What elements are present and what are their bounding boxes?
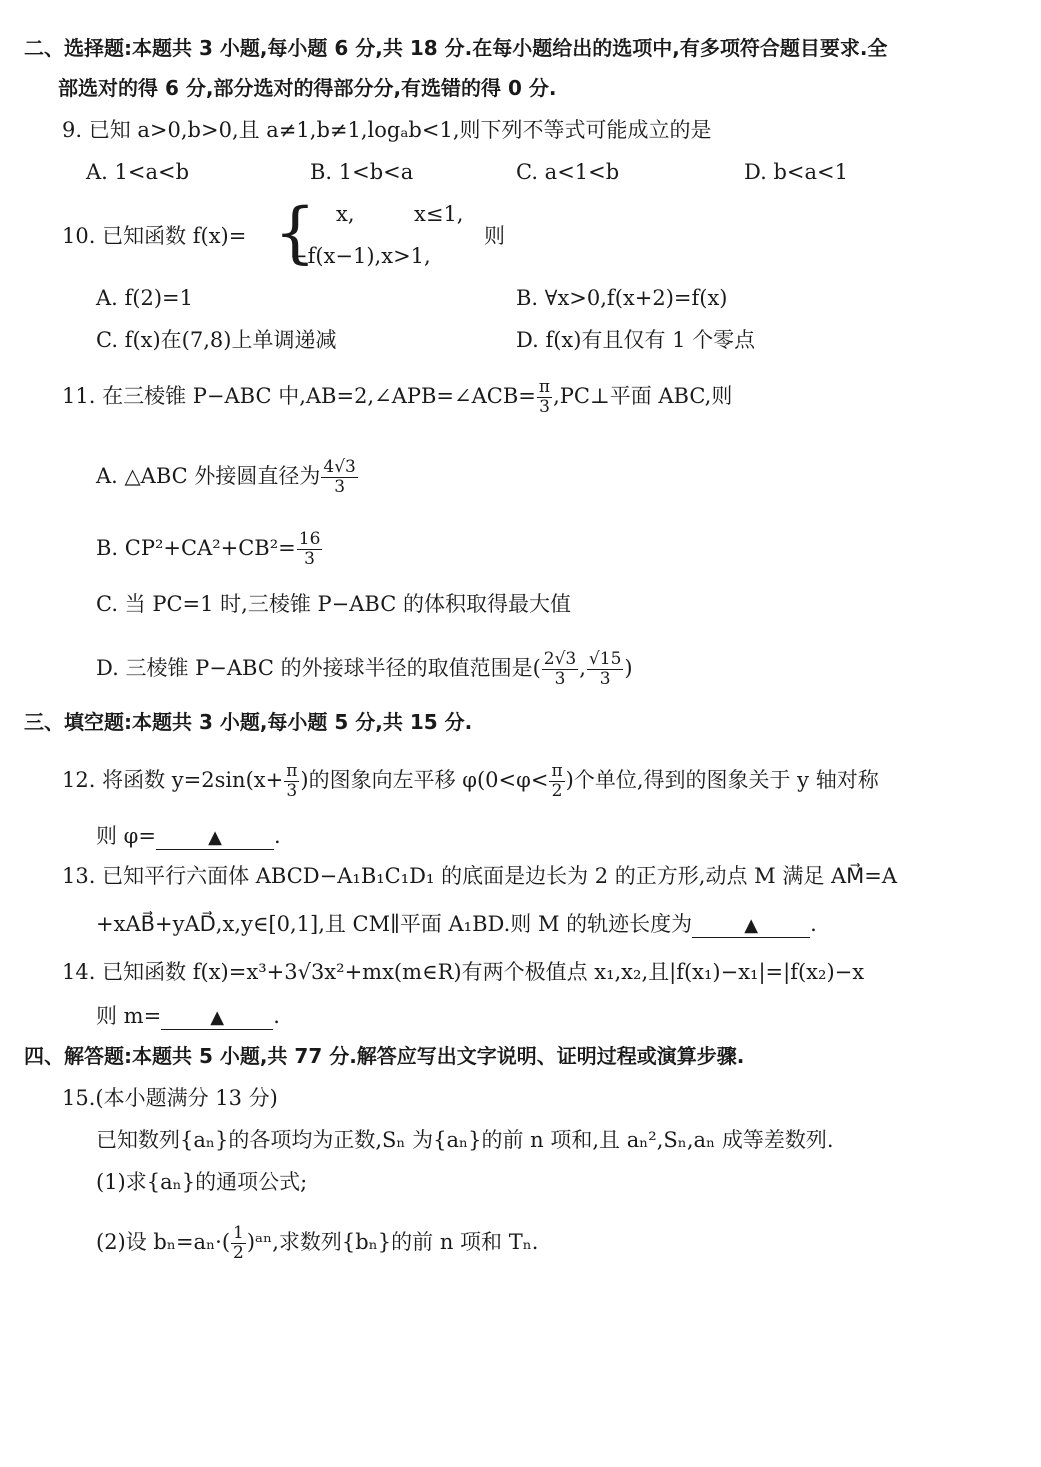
q12-part-3: )个单位,得到的图象关于 y 轴对称 — [565, 768, 879, 792]
q11-option-d-num-1: 2√3 — [543, 649, 577, 669]
q12-answer-marker: ▲ — [208, 827, 222, 848]
q15-part-2-num: 1 — [233, 1223, 244, 1243]
q9-option-a: A. 1<a<b — [86, 160, 190, 184]
q12-answer-blank[interactable] — [156, 827, 274, 850]
q11-option-a-den: 3 — [334, 477, 346, 497]
q13-answer-blank[interactable] — [692, 915, 810, 938]
q14-answer-label: 则 m= — [96, 1004, 162, 1028]
q10-option-a: A. f(2)=1 — [96, 286, 193, 310]
q12-part-1: 12. 将函数 y=2sin(x+ — [62, 768, 284, 792]
q15-part-1: (1)求{aₙ}的通项公式; — [96, 1170, 308, 1194]
q11-option-d-fraction-2 — [587, 650, 623, 689]
q12-fraction-1-num: π — [286, 761, 298, 781]
q12-fraction-1 — [284, 762, 299, 801]
q13-period: . — [810, 912, 817, 936]
q9-option-d: D. b<a<1 — [744, 160, 848, 184]
section-2-heading-line-2: 部选对的得 6 分,部分选对的得部分分,有选错的得 0 分. — [58, 76, 557, 100]
q11-angle-den: 3 — [539, 397, 550, 417]
q10-case-2: −f(x−1),x>1, — [290, 244, 431, 268]
q15-part-2-fraction — [231, 1224, 246, 1263]
q10-option-b: B. ∀x>0,f(x+2)=f(x) — [516, 286, 728, 310]
q11-option-b-text: B. CP²+CA²+CB²= — [96, 536, 296, 560]
q15-heading: 15.(本小题满分 13 分) — [62, 1086, 278, 1110]
q10-option-c: C. f(x)在(7,8)上单调递减 — [96, 328, 337, 352]
section-2-heading-line-1: 二、选择题:本题共 3 小题,每小题 6 分,共 18 分.在每小题给出的选项中,有多项符合题目要求.全 — [24, 36, 888, 60]
section-3-heading: 三、填空题:本题共 3 小题,每小题 5 分,共 15 分. — [24, 710, 473, 734]
q11-option-d-comma: , — [579, 656, 586, 680]
q11-option-a-num: 4√3 — [323, 457, 356, 477]
q11-stem — [62, 378, 732, 417]
q10-option-d: D. f(x)有且仅有 1 个零点 — [516, 328, 756, 352]
q11-option-d-close: ) — [624, 656, 633, 680]
q11-option-a — [96, 458, 359, 497]
q12-answer-label: 则 φ= — [96, 824, 156, 848]
q11-option-d — [96, 650, 633, 689]
q15-part-2-den: 2 — [233, 1243, 244, 1263]
q10-case-1-expr: x, — [336, 202, 355, 226]
q15-stem: 已知数列{aₙ}的各项均为正数,Sₙ 为{aₙ}的前 n 项和,且 aₙ²,Sₙ,aₙ 成等差数列. — [96, 1128, 834, 1152]
q12-part-2: )的图象向左平移 φ(0<φ< — [300, 768, 549, 792]
q10-brace: { — [274, 194, 316, 271]
q14-answer-blank[interactable] — [161, 1007, 273, 1030]
q13-line-1: 13. 已知平行六面体 ABCD−A₁B₁C₁D₁ 的底面是边长为 2 的正方形,动点 M 满足 AM⃗=A — [62, 864, 898, 888]
q11-angle-fraction — [537, 378, 552, 417]
q14-line-2 — [96, 1002, 280, 1030]
q11-option-d-text: D. 三棱锥 P−ABC 的外接球半径的取值范围是( — [96, 656, 541, 680]
section-4-heading: 四、解答题:本题共 5 小题,共 77 分.解答应写出文字说明、证明过程或演算步骤. — [24, 1044, 745, 1068]
q12-line-1 — [62, 762, 879, 801]
q12-fraction-1-den: 3 — [286, 781, 298, 801]
q11-option-b-fraction — [297, 530, 323, 569]
q15-part-2 — [96, 1224, 538, 1263]
q12-line-2 — [96, 822, 281, 850]
q11-option-d-fraction-1 — [542, 650, 578, 689]
q12-fraction-2 — [549, 762, 564, 801]
q10-stem-lead: 10. 已知函数 f(x)= — [62, 224, 247, 248]
q9-option-b: B. 1<b<a — [310, 160, 414, 184]
q11-option-b-num: 16 — [298, 529, 321, 549]
q9-option-c: C. a<1<b — [516, 160, 620, 184]
q11-option-b-den: 3 — [304, 549, 315, 569]
q14-answer-marker: ▲ — [210, 1007, 225, 1028]
q10-case-1-cond: x≤1, — [414, 202, 464, 226]
q14-period: . — [273, 1004, 280, 1028]
q13-line-2-text: +xAB⃗+yAD⃗,x,y∈[0,1],且 CM∥平面 A₁BD.则 M 的轨迹长度为 — [96, 912, 693, 936]
q15-part-2-pre: (2)设 bₙ=aₙ·( — [96, 1230, 231, 1254]
q11-stem-pre: 11. 在三棱锥 P−ABC 中,AB=2,∠APB=∠ACB= — [62, 384, 536, 408]
q12-fraction-2-den: 2 — [551, 781, 563, 801]
q11-option-b — [96, 530, 323, 569]
q14-line-1: 14. 已知函数 f(x)=x³+3√3x²+mx(m∈R)有两个极值点 x₁,x₂,且|f(x₁)−x₁|=|f(x₂)−x — [62, 960, 865, 984]
q13-line-2 — [96, 910, 817, 938]
q11-angle-num: π — [538, 377, 551, 397]
q13-answer-marker: ▲ — [744, 915, 759, 936]
q12-fraction-2-num: π — [551, 761, 563, 781]
q12-period: . — [273, 824, 281, 848]
q11-stem-post: ,PC⊥平面 ABC,则 — [553, 384, 733, 408]
q11-option-d-den-2: 3 — [599, 669, 611, 689]
q11-option-c: C. 当 PC=1 时,三棱锥 P−ABC 的体积取得最大值 — [96, 592, 571, 616]
q11-option-d-num-2: √15 — [588, 649, 622, 669]
q11-option-a-text: A. △ABC 外接圆直径为 — [96, 464, 321, 488]
q15-part-2-post: )ᵃⁿ,求数列{bₙ}的前 n 项和 Tₙ. — [246, 1230, 539, 1254]
q10-stem-tail: 则 — [484, 224, 505, 248]
q11-option-d-den-1: 3 — [554, 669, 566, 689]
q11-option-a-fraction — [321, 458, 357, 497]
q9-stem: 9. 已知 a>0,b>0,且 a≠1,b≠1,logₐb<1,则下列不等式可能成立的是 — [62, 118, 712, 142]
